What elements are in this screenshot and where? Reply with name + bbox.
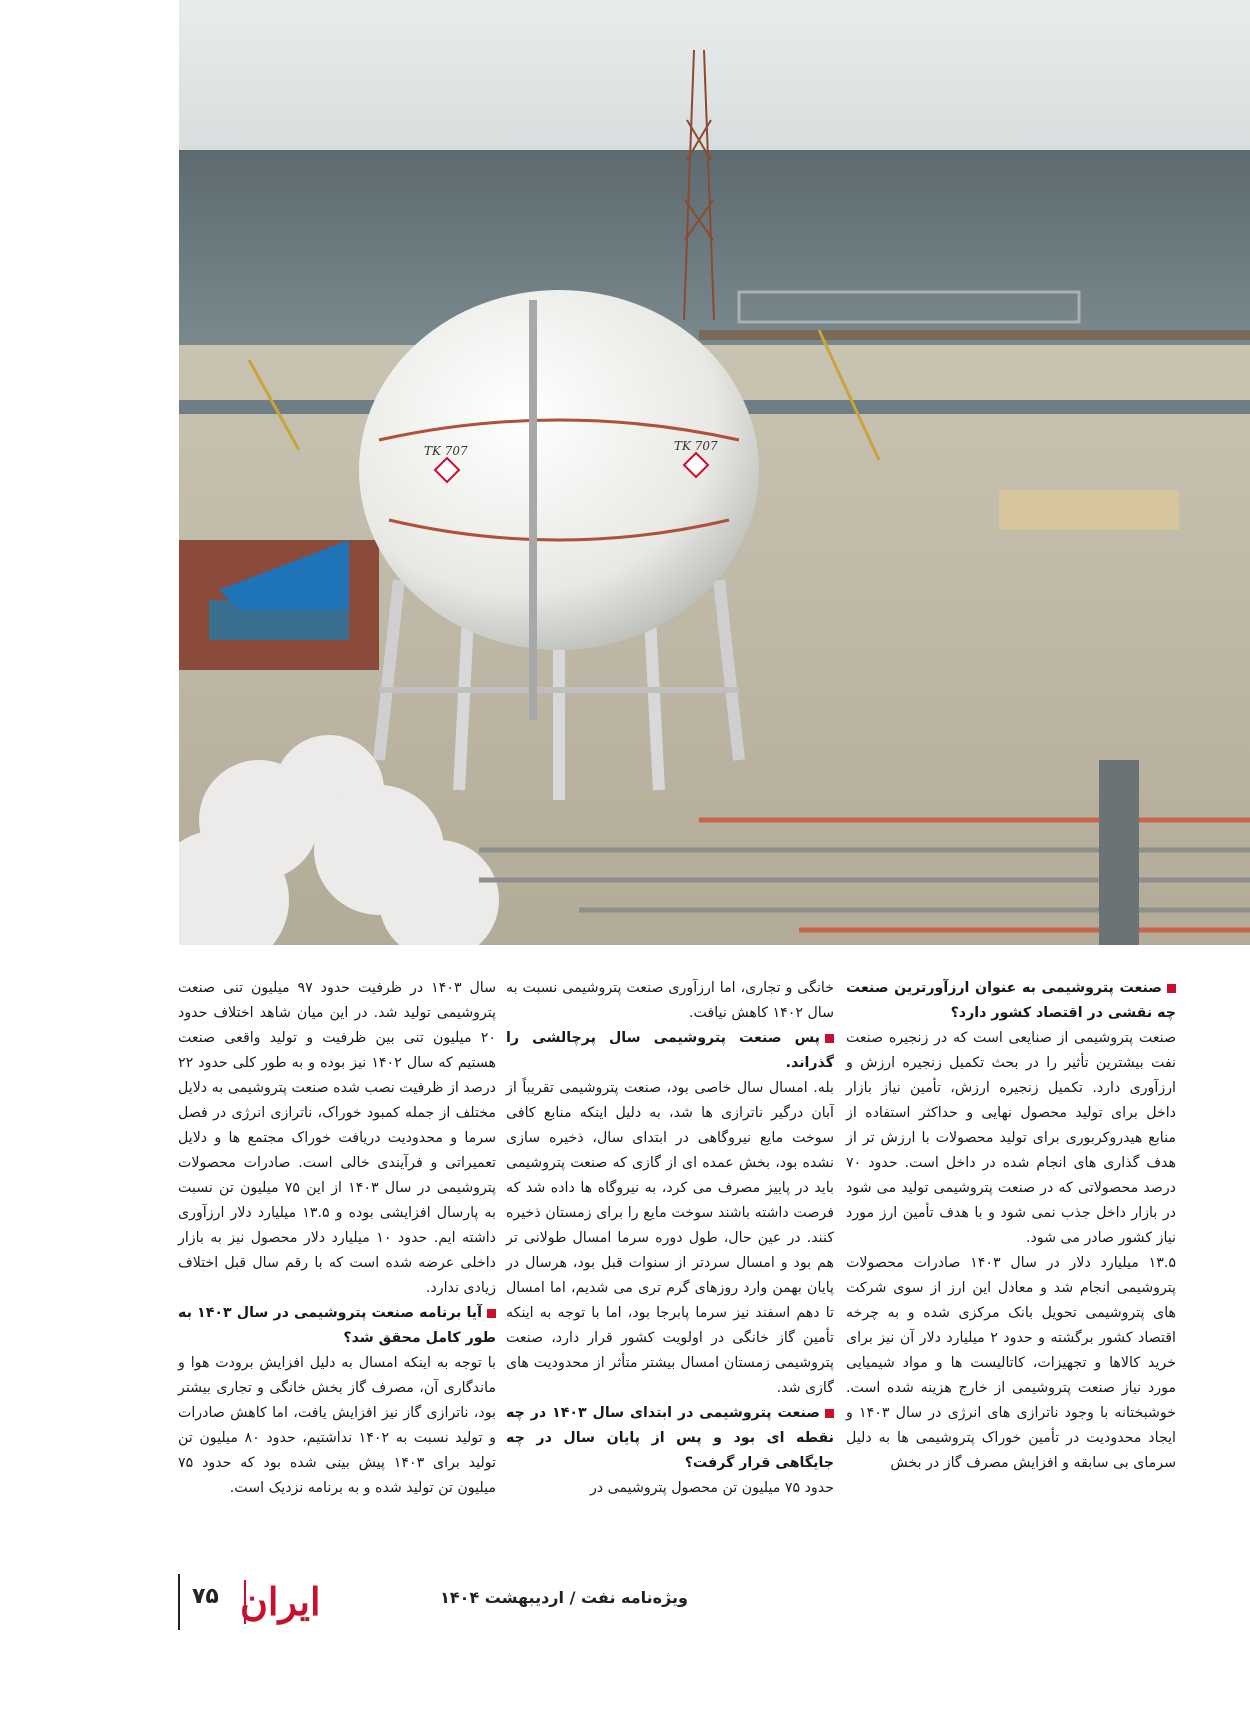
question-heading: پس صنعت پتروشیمی سال پرچالشی را گذراند. [506,1030,834,1071]
page-footer [178,1574,698,1630]
divider [178,1574,180,1630]
issue-label: ویژه‌نامه نفت / اردیبهشت ۱۴۰۴ [440,1588,688,1607]
article-column-middle [506,976,834,1501]
paragraph: بله. امسال سال خاصی بود، صنعت پتروشیمی تقریباً از آبان درگیر ناترازی ها شد، به دلیل اینکه منابع کافی سوخت مایع نیروگاهی در ابتدای سال، ذخیره سازی نشده بود، بخش عمده ای از گازی که صنعت پتروشیمی باید در پاییز مصرف می کرد، به نیروگاه ها داده شد که فرصت داشته باشند سوخت مایع را برای زمستان ذخیره کنند. در عین حال، طول دوره سرما امسال طولانی تر هم بود و امسال سردتر از سنوات قبل بود، هرسال در پایان بهمن وارد روزهای گرم تری می شدیم، اما امسال تا دهم اسفند نیز سرما پابرجا بود، اما با توجه به اینکه تأمین گاز خانگی در اولویت کشور قرار دارد، صنعت پتروشیمی زمستان امسال بیشتر متأثر از محدودیت های گازی شد. [506,1080,834,1396]
paragraph: حدود ۷۵ میلیون تن محصول پتروشیمی در [589,1480,834,1496]
paragraph: صنعت پتروشیمی از صنایعی است که در زنجیره صنعت نفت بیشترین تأثیر را در بحث تکمیل زنجیره ارزش و ارزآوری دارد. تکمیل زنجیره ارزش، تأمین نیاز بازار داخل برای تولید محصول نهایی و حداکثر استفاده از منابع هیدروکربوری برای تولید محصولات با ارزش تر از هدف گذاری های انجام شده در داخل است. حدود ۷۰ درصد محصولاتی که در صنعت پتروشیمی تولید می شود در بازار داخل جذب نمی شود و با هدف تأمین ارز مورد نیاز کشور صادر می شود. [846,1030,1176,1246]
paragraph: ۱۳.۵ میلیارد دلار در سال ۱۴۰۳ صادرات محصولات پتروشیمی انجام شد و معادل این ارز از سوی شرکت های پتروشیمی تحویل بانک مرکزی شده و به چرخه اقتصاد کشور برگشته و حدود ۲ میلیارد دلار آن نیز برای خرید کالاها و تجهیزات، کاتالیست ها و مواد شیمیایی مورد نیاز صنعت پتروشیمی از خارج هزینه شده است. خوشبختانه با وجود ناترازی های انرژی در سال ۱۴۰۳ و ایجاد محدودیت در تأمین خوراک پتروشیمی ها به دلیل سرمای بی سابقه و افزایش مصرف گاز در بخش [846,1255,1176,1471]
refinery-photo [179,0,1250,945]
question-heading: صنعت پتروشیمی در ابتدای سال ۱۴۰۳ در چه نقطه ای بود و پس از پایان سال در چه جایگاهی قرار گرفت؟ [506,1405,834,1471]
paragraph: با توجه به اینکه امسال به دلیل افزایش برودت هوا و ماندگاری آن، مصرف گاز بخش خانگی و تجاری بیشتر بود، ناترازی گاز نیز افزایش یافت، اما کاهش صادرات و تولید نسبت به ۱۴۰۲ نداشتیم، حدود ۸۰ میلیون تن تولید برای ۱۴۰۳ پیش بینی شده بود که حدود ۷۵ میلیون تن تولید شده و به برنامه نزدیک است. [178,1355,497,1496]
iran-logo: ایران [240,1579,321,1624]
tank-label-right: TK 707 [674,439,718,453]
red-square-icon [487,1309,496,1318]
paragraph: خانگی و تجاری، اما ارزآوری صنعت پتروشیمی نسبت به سال ۱۴۰۲ کاهش نیافت. [506,980,834,1021]
article-column-right [846,976,1176,1476]
paragraph: سال ۱۴۰۳ در ظرفیت حدود ۹۷ میلیون تنی صنعت پتروشیمی تولید شد. در این میان شاهد اختلاف حدود ۲۰ میلیون تنی بین ظرفیت و تولید واقعی صنعت هستیم که سال ۱۴۰۲ نیز بوده و به طور کلی حدود ۲۲ درصد از ظرفیت نصب شده صنعت پتروشیمی به دلایل مختلف از جمله کمبود خوراک، ناترازی انرژی در فصل سرما و محدودیت دریافت خوراک مجتمع ها و دلایل تعمیراتی و فرآیندی خالی است. صادرات محصولات پتروشیمی در سال ۱۴۰۳ از این ۷۵ میلیون تن نسبت به پارسال افزایشی بوده و ۱۳.۵ میلیارد دلار ارزآوری داشته ایم. حدود ۱۰ میلیارد دلار محصول نیز به بازار داخلی عرضه شده است که با رقم سال قبل اختلاف زیادی ندارد. [178,980,497,1296]
question-heading: آیا برنامه صنعت پتروشیمی در سال ۱۴۰۳ به طور کامل محقق شد؟ [178,1305,496,1346]
red-square-icon [825,1034,834,1043]
article-column-left [178,976,496,1501]
page-number: ۷۵ [192,1584,219,1609]
red-square-icon [825,1409,834,1418]
tank-label-left: TK 707 [424,444,468,458]
question-heading: صنعت پتروشیمی به عنوان ارزآورترین صنعت چه نقشی در اقتصاد کشور دارد؟ [846,980,1176,1021]
red-square-icon [1167,984,1176,993]
hero-photo [179,0,1250,945]
